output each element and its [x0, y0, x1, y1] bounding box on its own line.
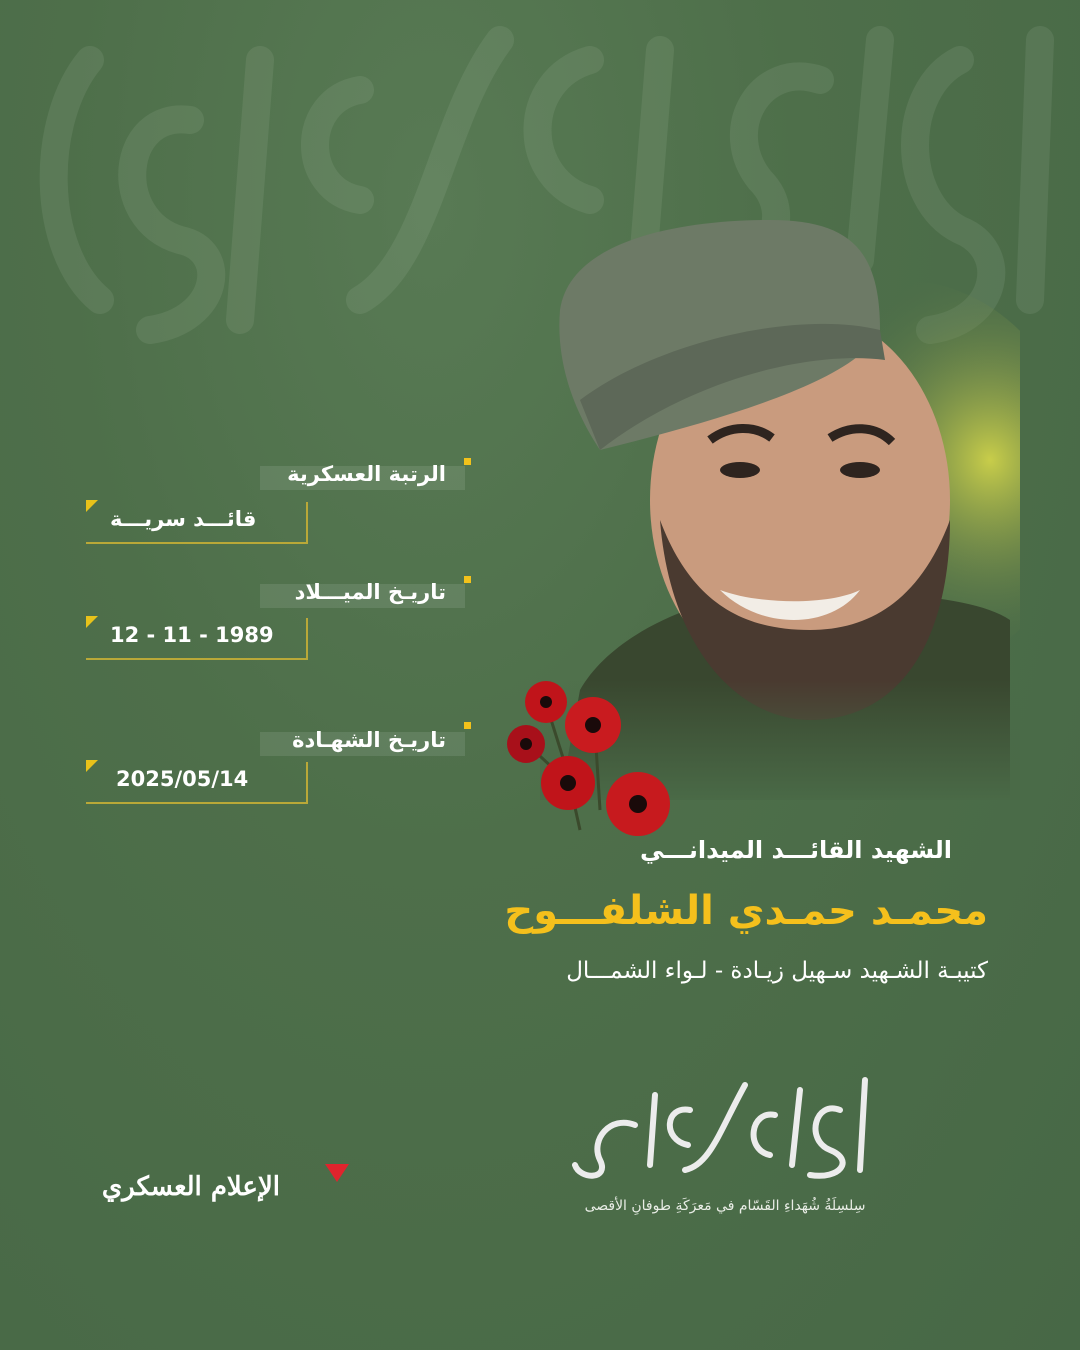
martyr-name: محمـد حمـدي الشلفـــوح — [504, 888, 988, 934]
series-logo-calligraphy — [570, 1070, 890, 1190]
martyrdom-value-corner — [86, 760, 98, 772]
martyrdom-label: تاريـخ الشهـادة — [292, 728, 446, 752]
series-logo — [570, 1070, 890, 1190]
rank-value-corner — [86, 500, 98, 512]
rank-value: قائـــد سريـــة — [110, 507, 257, 531]
poppy-flowers — [500, 680, 690, 840]
series-subtitle: سِلسِلَةُ شُهَداءِ القَسّام في مَعرَكَةِ طوفانِ الأقصى — [584, 1198, 866, 1214]
birth-label: تاريـخ الميـــلاد — [294, 580, 446, 604]
rank-label: الرتبة العسكرية — [287, 462, 446, 486]
martyrdom-label-marker — [464, 722, 471, 729]
martyr-title: الشهيد القائـــد الميدانـــي — [640, 836, 952, 864]
martyr-unit: كتيبـة الشـهيد سـهيل زيـادة - لـواء الشمـــال — [566, 958, 988, 984]
birth-value: 12 - 11 - 1989 — [110, 623, 274, 647]
birth-label-marker — [464, 576, 471, 583]
media-logo-triangle — [325, 1164, 349, 1182]
military-media-logo — [80, 1160, 292, 1220]
birth-value-corner — [86, 616, 98, 628]
media-logo-text: الإعلام العسكري — [101, 1172, 280, 1202]
martyrdom-value: 2025/05/14 — [116, 767, 249, 791]
rank-label-marker — [464, 458, 471, 465]
